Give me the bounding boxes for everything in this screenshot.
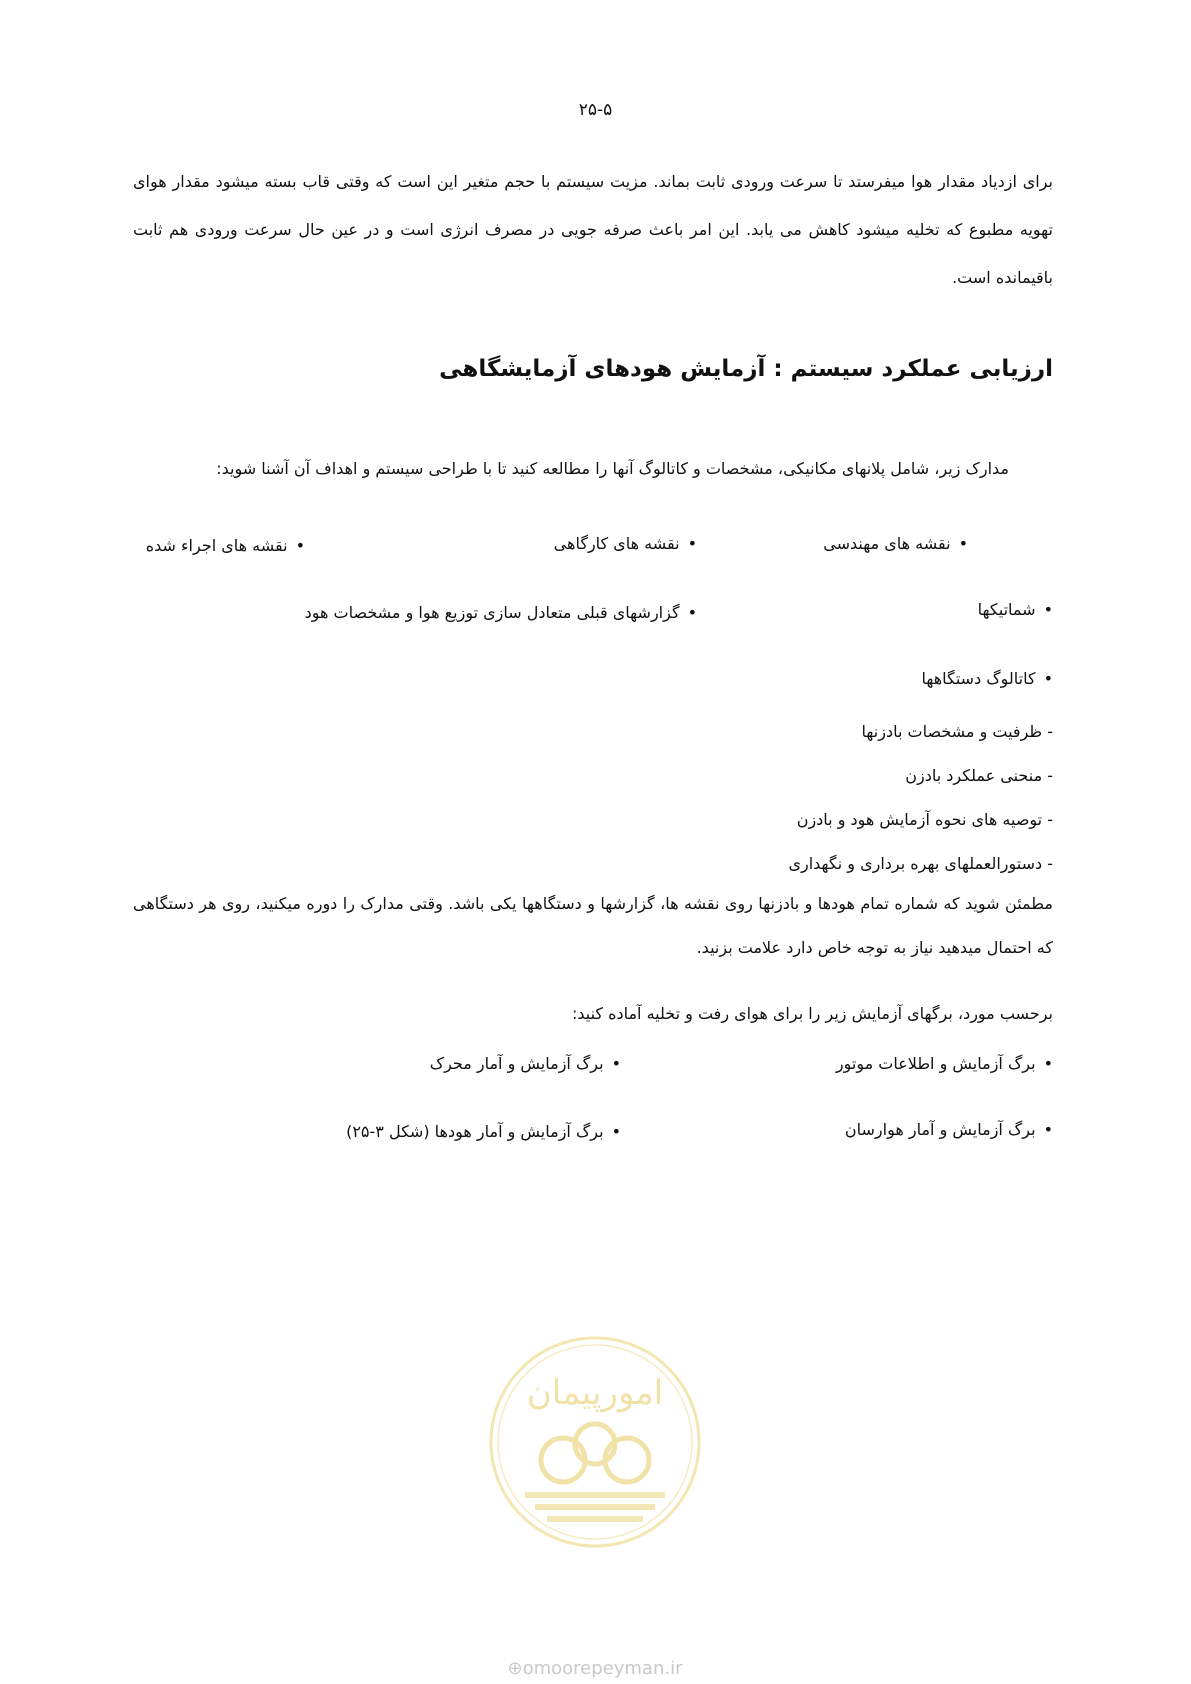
footer-url: ⊕omoorepeyman.ir [507, 1658, 683, 1679]
sheets-intro: برحسب مورد، برگهای آزمایش زیر را برای هوای رفت و تخلیه آماده کنید: [571, 1004, 1053, 1023]
catalog-item: - دستورالعملهای بهره برداری و نگهداری [788, 854, 1053, 873]
documents-paragraph: مدارک زیر، شامل پلانهای مکانیکی، مشخصات و کاتالوگ آنها را مطالعه کنید تا با طراحی سیستم و اهداف آن آشنا شوید: [216, 459, 1009, 478]
list-item: •برگ آزمایش و آمار هودها (شکل ۳-۲۵) [346, 1122, 621, 1141]
list-item: •نقشه های کارگاهی [553, 534, 697, 553]
list-item: •کاتالوگ دستگاهها [921, 669, 1053, 688]
list-item: •نقشه های اجراء شده [145, 536, 305, 555]
watermark-seal-icon [485, 1332, 705, 1552]
list-item: •نقشه های مهندسی [823, 534, 968, 553]
page-number: ۲۵-۵ [578, 100, 613, 120]
globe-icon: ⊕ [507, 1658, 523, 1679]
list-item: •برگ آزمایش و آمار محرک [429, 1054, 621, 1073]
section-heading: ارزیابی عملکرد سیستم : آزمایش هودهای آزمایشگاهی [439, 356, 1053, 382]
catalog-item: - توصیه های نحوه آزمایش هود و بادزن [796, 810, 1053, 829]
list-item: •برگ آزمایش و آمار هوارسان [844, 1120, 1053, 1139]
list-item: •برگ آزمایش و اطلاعات موتور [835, 1054, 1053, 1073]
verify-paragraph: مطمئن شوید که شماره تمام هودها و بادزنها روی نقشه ها، گزارشها و دستگاهها یکی باشد. وقتی مدارک را دوره میکنید، روی هر دستگاهی که احتمال میدهید نیاز به توجه خاص دارد علامت بزنید. [133, 894, 1053, 957]
catalog-item: - ظرفیت و مشخصات بادزنها [861, 722, 1053, 741]
watermark-logo [485, 1332, 705, 1552]
list-item: •شماتیکها [977, 600, 1053, 619]
catalog-item: - منحنی عملکرد بادزن [905, 766, 1053, 785]
intro-paragraph: برای ازدیاد مقدار هوا میفرستد تا سرعت ورودی ثابت بماند. مزیت سیستم با حجم متغیر این است که وقتی قاب بسته میشود مقدار هوای تهویه مطبوع که تخلیه میشود کاهش می یابد. این امر باعث صرفه جویی در مصرف انرژی است و در عین حال سرعت ورودی هم ثابت باقیمانده است. [133, 172, 1053, 287]
list-item: •گزارشهای قبلی متعادل سازی توزیع هوا و مشخصات هود [304, 603, 697, 622]
watermark-text: امورپیمان [526, 1373, 664, 1413]
